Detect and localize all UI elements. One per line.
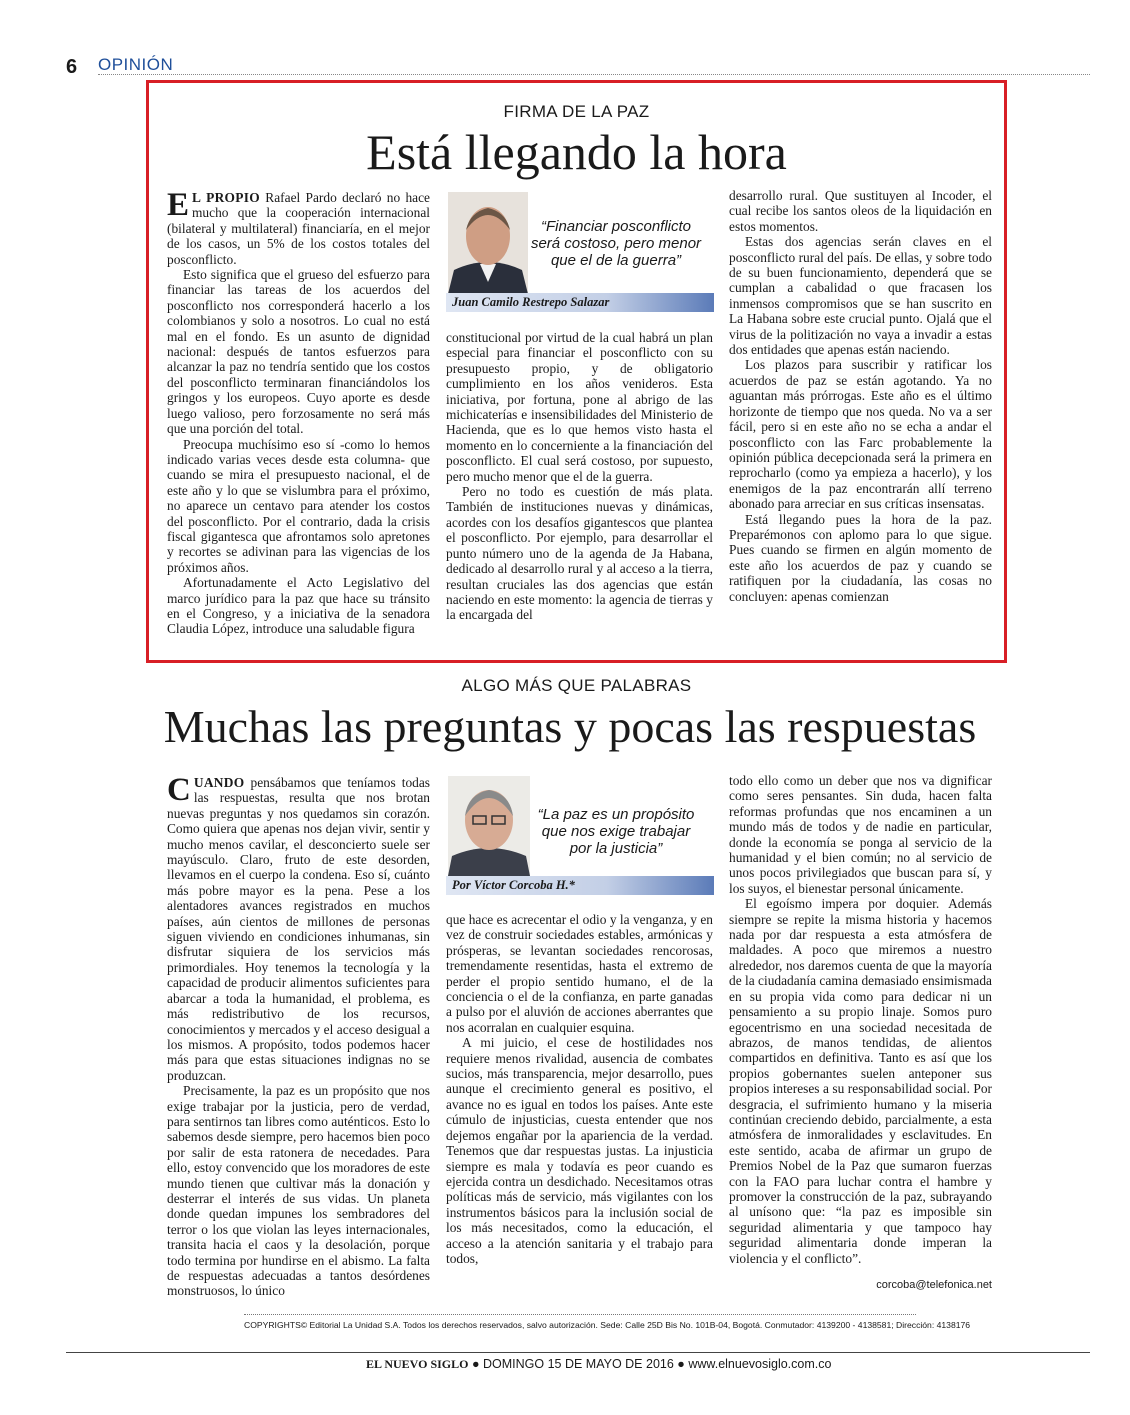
lead-words: UANDO <box>193 775 245 790</box>
paragraph: Esto significa que el grueso del esfuerzo para financiar las tareas de los acuerdos del posconflicto nos corresponderá hacerlo a los colombianos y solo a nosotros. Lo cual no está mal en el fondo. Es un asunto de dignidad nacional: después de tantos esfuerzos para alcanzar la paz no tendría sentido que los costos del posconflicto terminaran financiándolos los gringos y los europeos. Cuyo aporte es desde luego valioso, pero forzosamente no será más que una porción del total. <box>167 267 430 437</box>
article1-kicker: FIRMA DE LA PAZ <box>503 102 650 121</box>
article2-column-3 <box>729 773 992 1266</box>
article2-title: Muchas las preguntas y pocas las respuestas <box>163 701 977 752</box>
paragraph: Pero no todo es cuestión de más plata. También de instituciones nuevas y dinámicas, acordes con los desafíos gigantescos que plantea el posconflicto. Por ejemplo, para desarrollar el punto número uno de la agenda de Ja Habana, dedicado al desarrollo rural y al acceso a la tierra, resultan cruciales las dos agencias que están naciendo en este momento: la agencia de tierras y la encargada del <box>446 484 713 623</box>
article1-column-1 <box>167 187 430 637</box>
paragraph: pensábamos que teníamos todas las respuestas, resulta que nos brotan nuevas preguntas y nos quedamos sin corazón. Como quiera que apenas nos dejan vivir, sentir y mucho menos cavilar, el desconcierto suele ser mayúsculo. Claro, fruto de este desorden, llevamos en el cuerpo la condena. Eso sí, cuánto más pobre mayor es la pena. Pese a los alentadores avances registrados en muchos países, aún cientos de millones de personas siguen viviendo en condiciones inhumanas, sin disfrutar siquiera de los servicios más primordiales. Hoy tenemos la tecnología y la capacidad de producir alimentos suficientes para abarcar a toda la humanidad, el problema, es más redistributivo de los recursos, conocimientos y mercados y el acceso desigual a los mismos. A propósito, todos podemos hacer más para que estas situaciones indignas no se produzcan. <box>167 775 430 1083</box>
bullet-icon: ● <box>677 1357 685 1371</box>
paragraph: desarrollo rural. Que sustituyen al Incoder, el cual recibe los santos oleos de la liquidación en estos momentos. <box>729 188 992 234</box>
paragraph: Los plazos para suscribir y ratificar los acuerdos de paz se están agotando. Ya no aguantan más prórrogas. Este año es el último horizonte de tiempo que nos queda. No va a ser fácil, pero si en este año no se echa a andar el posconflicto con las Farc probablemente la opinión pública decepcionada será la primera en reprocharlo (como ya empieza a hacerlo), y los enemigos de la paz encontrarán allí terreno abonado para arreciar en sus críticas insensatas. <box>729 357 992 512</box>
paragraph: constitucional por virtud de la cual habrá un plan especial para financiar el posconflicto con su presupuesto propio, y de obligatorio cumplimiento en los años venideros. Esta iniciativa, por fortuna, pone al abrigo de las michicaterías e insensibilidades del Ministerio de Hacienda, que es lo que hemos visto hasta el momento en lo concerniente a la financiación del posconflicto. El cual será costoso, por supuesto, pero mucho menor que el de la guerra. <box>446 330 713 484</box>
paragraph: Afortunadamente el Acto Legislativo del marco jurídico para la paz que hace su tránsito en el Congreso, y a iniciativa de la senadora Claudia López, introduce una saludable figura <box>167 575 430 637</box>
paragraph: El egoísmo impera por doquier. Además siempre se repite la misma historia y hacemos nada por dar respuesta a esta atmósfera de maldades. A poco que miremos a nuestro alrededor, nos daremos cuenta de que la mayoría de la ciudadanía camina demasiado ensimismada en su propia vida como para dedicar ni un pensamiento a su propio linaje. Somos puro egocentrismo en una sociedad necesitada de abrazos, de manos tendidas, de alientos compartidos en definitiva. Tanto es así que los propios gobernantes suelen anteponer sus propios intereses a su responsabilidad social. Por desgracia, el sufrimiento humano y la miseria continúan creciendo debido, parcialmente, a esta atmósfera de inmoralidades y esclavitudes. En este sentido, acaba de afirmar un grupo de Premios Nobel de la Paz que sumaron fuerzas con la FAO para luchar contra el hambre y promover la construcción de la paz, subrayando al unísono que: “la paz es imposible sin seguridad alimentaria y que tampoco hay seguridad alimentaria donde imperan la violencia y el conflicto”. <box>729 896 992 1266</box>
paragraph: Está llegando pues la hora de la paz. Preparémonos con aplomo para lo que sigue. Pues cuando se firmen en algún momento de este año los acuerdos de paz y cuando se ratifiquen por la ciudadanía, las cosas no concluyen: apenas comienzan <box>729 511 992 604</box>
pull-quote: “La paz es un propósito que nos exige trabajar por la justicia” <box>537 806 695 857</box>
article2-column-1 <box>167 772 430 1299</box>
author-email: corcoba@telefonica.net <box>876 1279 992 1291</box>
article2-column-2 <box>446 912 713 1266</box>
lead-words: L PROPIO <box>192 190 260 205</box>
header-rule <box>98 74 1090 75</box>
author-byline: Juan Camilo Restrepo Salazar <box>446 293 714 312</box>
paragraph: Preocupa muchísimo eso sí -como lo hemos indicado varias veces desde esta columna- que cuando se mira el presupuesto nacional, el de este año y lo que se vislumbra para el próximo, no aparece un centavo para atender los costos del posconflicto. Por el contrario, dada la crisis fiscal gigantesca que afrontamos solo apretones y recortes se adivinan para las vigencias de los próximos años. <box>167 436 430 575</box>
drop-cap: E <box>167 187 190 223</box>
author-photo <box>448 776 530 876</box>
footer-line <box>366 1357 831 1372</box>
footer-date: DOMINGO 15 DE MAYO DE 2016 <box>483 1357 674 1371</box>
footer-rule <box>66 1352 1090 1353</box>
footer-url[interactable]: www.elnuevosiglo.com.co <box>688 1357 832 1371</box>
page-number: 6 <box>66 56 78 78</box>
drop-cap: C <box>167 772 191 808</box>
paragraph: A mi juicio, el cese de hostilidades nos requiere menos rivalidad, ausencia de combates sucios, más transparencia, mejor desarrollo, pues aunque el crecimiento general es positivo, el avance no es igual en todos los países. Ante este cúmulo de injusticias, cuesta entender que nos dejemos engañar por la apariencia de la verdad. Tenemos que dar respuestas justas. La injusticia siempre es mala y todavía es peor cuando es ejercida contra un desdichado. Necesitamos otras políticas más de servicio, más vigilantes con los instrumentos básicos para la inclusión social de los más necesitados, como la educación, el acceso a la atención sanitaria y el trabajo para todos, <box>446 1035 713 1266</box>
article1-title: Está llegando la hora <box>366 124 787 180</box>
bullet-icon: ● <box>471 1357 480 1371</box>
paragraph: todo ello como un deber que nos va dignificar como seres pensantes. Sin duda, hacen falta reformas profundas que nos encaminen a un mundo más de todos y de nadie en particular, donde la economía se ponga al servicio de la humanidad y el bien común; no al servicio de unos pocos privilegiados que buscan para sí, y los suyos, el bienestar personal únicamente. <box>729 773 992 896</box>
article2-kicker: ALGO MÁS QUE PALABRAS <box>461 676 692 695</box>
article1-column-2 <box>446 330 713 623</box>
paragraph: que hace es acrecentar el odio y la venganza, y en vez de construir sociedades estables, armónicas y prósperas, se levantan sociedades rencorosas, tremendamente resentidas, hasta el extremo de perder el propio sentido humano, el de la conciencia o el de la confianza, en parte ganadas a pulso por el aluvión de acciones aberrantes que nos acorralan en cualquier esquina. <box>446 912 713 1035</box>
paragraph: Rafael Pardo declaró no hace mucho que la cooperación internacional (bilateral y multilateral) financiaría, en el mejor de los casos, un 5% de los costos totales del posconflicto. <box>167 190 430 267</box>
footer-brand: EL NUEVO SIGLO <box>366 1357 469 1371</box>
copyright-rule <box>244 1314 916 1315</box>
pull-quote: “Financiar posconflicto será costoso, pero menor que el de la guerra” <box>530 218 702 269</box>
paragraph: Estas dos agencias serán claves en el posconflicto rural del país. De ellas, y sobre todo de su buen funcionamiento, dependerá que se cumplan a cabalidad o que fracasen los inmensos compromisos que se han suscrito en La Habana sobre este crucial punto. Ojalá que el virus de la politización no vaya a invadir a estas dos entidades que apenas están naciendo. <box>729 234 992 358</box>
author-byline: Por Víctor Corcoba H.* <box>446 876 714 895</box>
copyright-notice: COPYRIGHTS© Editorial La Unidad S.A. Todos los derechos reservados, salvo autorización. Sede: Calle 25D Bis No. 101B-04, Bogotá. Conmutador: 4139200 - 4138581; Dirección: 4138176 <box>244 1320 971 1330</box>
author-photo <box>448 192 528 294</box>
section-label: OPINIÓN <box>98 55 174 74</box>
article1-column-3 <box>729 188 992 604</box>
paragraph: Precisamente, la paz es un propósito que nos exige trabajar por la justicia, pero de verdad, para sentirnos tan libres como auténticos. Esto lo sabemos desde siempre, pero hacemos bien poco por salir de esta ratonera de necedades. Para ello, estoy convencido que los moradores de este mundo tienen que cultivar más la donación y desterrar el interés de sus vidas. Un planeta donde quedan impunes los sembradores del terror o los que violan las leyes internacionales, transita hacia el caos y la desolación, porque todo termina por hundirse en el abismo. La falta de respuestas adecuadas a tantos desórdenes monstruosos, lo único <box>167 1083 430 1299</box>
